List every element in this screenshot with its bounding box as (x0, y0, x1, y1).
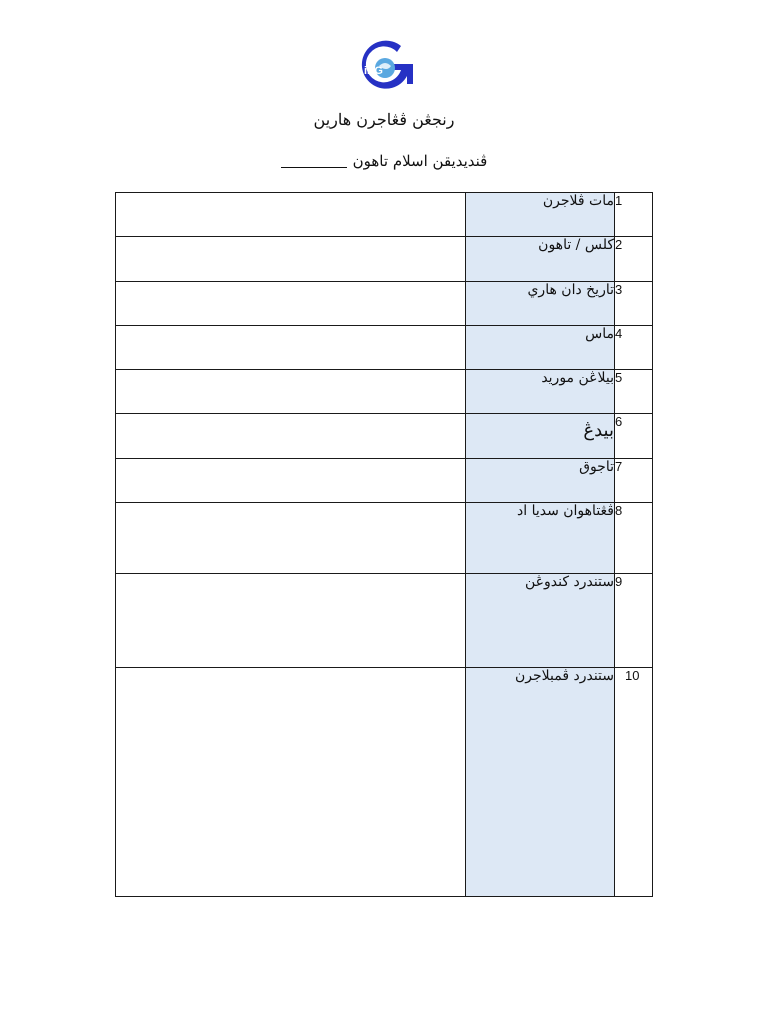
field-label-7: تاجوق (466, 459, 615, 503)
row-number-7: 7 (615, 459, 653, 503)
field-label-5: بيلاڠن موريد (466, 370, 615, 414)
row-number-3: 3 (615, 282, 653, 326)
row-number-4: 4 (615, 326, 653, 370)
field-label-1: مات ڤلاجرن (466, 193, 615, 237)
answer-cell-5[interactable] (116, 370, 466, 414)
row-number-1: 1 (615, 193, 653, 237)
answer-cell-4[interactable] (116, 326, 466, 370)
table-row (116, 459, 653, 503)
table-row (116, 237, 653, 282)
table-row (116, 282, 653, 326)
table-row (116, 668, 653, 897)
field-label-8: ڤڠتاهوان سديا اد (466, 503, 615, 574)
page-title: رنجڠن ڤڠاجرن هارين (313, 110, 455, 129)
field-label-10: ستندرد ڤمبلاجرن (466, 668, 615, 897)
answer-cell-3[interactable] (116, 282, 466, 326)
table-row (116, 574, 653, 668)
row-number-6: 6 (615, 414, 653, 459)
table-row (116, 414, 653, 459)
subtitle-label: ڤنديديقن اسلام تاهون (352, 152, 488, 170)
ipg-globe-logo-icon (357, 38, 413, 94)
field-label-2: کلس / تاهون (466, 237, 615, 282)
answer-cell-7[interactable] (116, 459, 466, 503)
answer-cell-2[interactable] (116, 237, 466, 282)
field-label-9: ستندرد کندوڠن (466, 574, 615, 668)
row-number-8: 8 (615, 503, 653, 574)
field-label-3: تاريخ دان هاري (466, 282, 615, 326)
row-number-2: 2 (615, 237, 653, 282)
answer-cell-9[interactable] (116, 574, 466, 668)
answer-cell-8[interactable] (116, 503, 466, 574)
logo-text: iPG (364, 65, 383, 77)
row-number-5: 5 (615, 370, 653, 414)
answer-cell-6[interactable] (116, 414, 466, 459)
year-blank-line[interactable] (281, 167, 347, 168)
table-row (116, 326, 653, 370)
answer-cell-10[interactable] (116, 668, 466, 897)
field-label-6: بيدڠ (466, 414, 615, 459)
table-row (116, 503, 653, 574)
table-row (116, 370, 653, 414)
page-subtitle (0, 152, 768, 170)
ipg-logo (357, 38, 413, 94)
row-number-10: 10 (615, 668, 653, 897)
row-number-9: 9 (615, 574, 653, 668)
answer-cell-1[interactable] (116, 193, 466, 237)
field-label-4: ماس (466, 326, 615, 370)
table-row (116, 193, 653, 237)
lesson-plan-table (115, 192, 653, 897)
